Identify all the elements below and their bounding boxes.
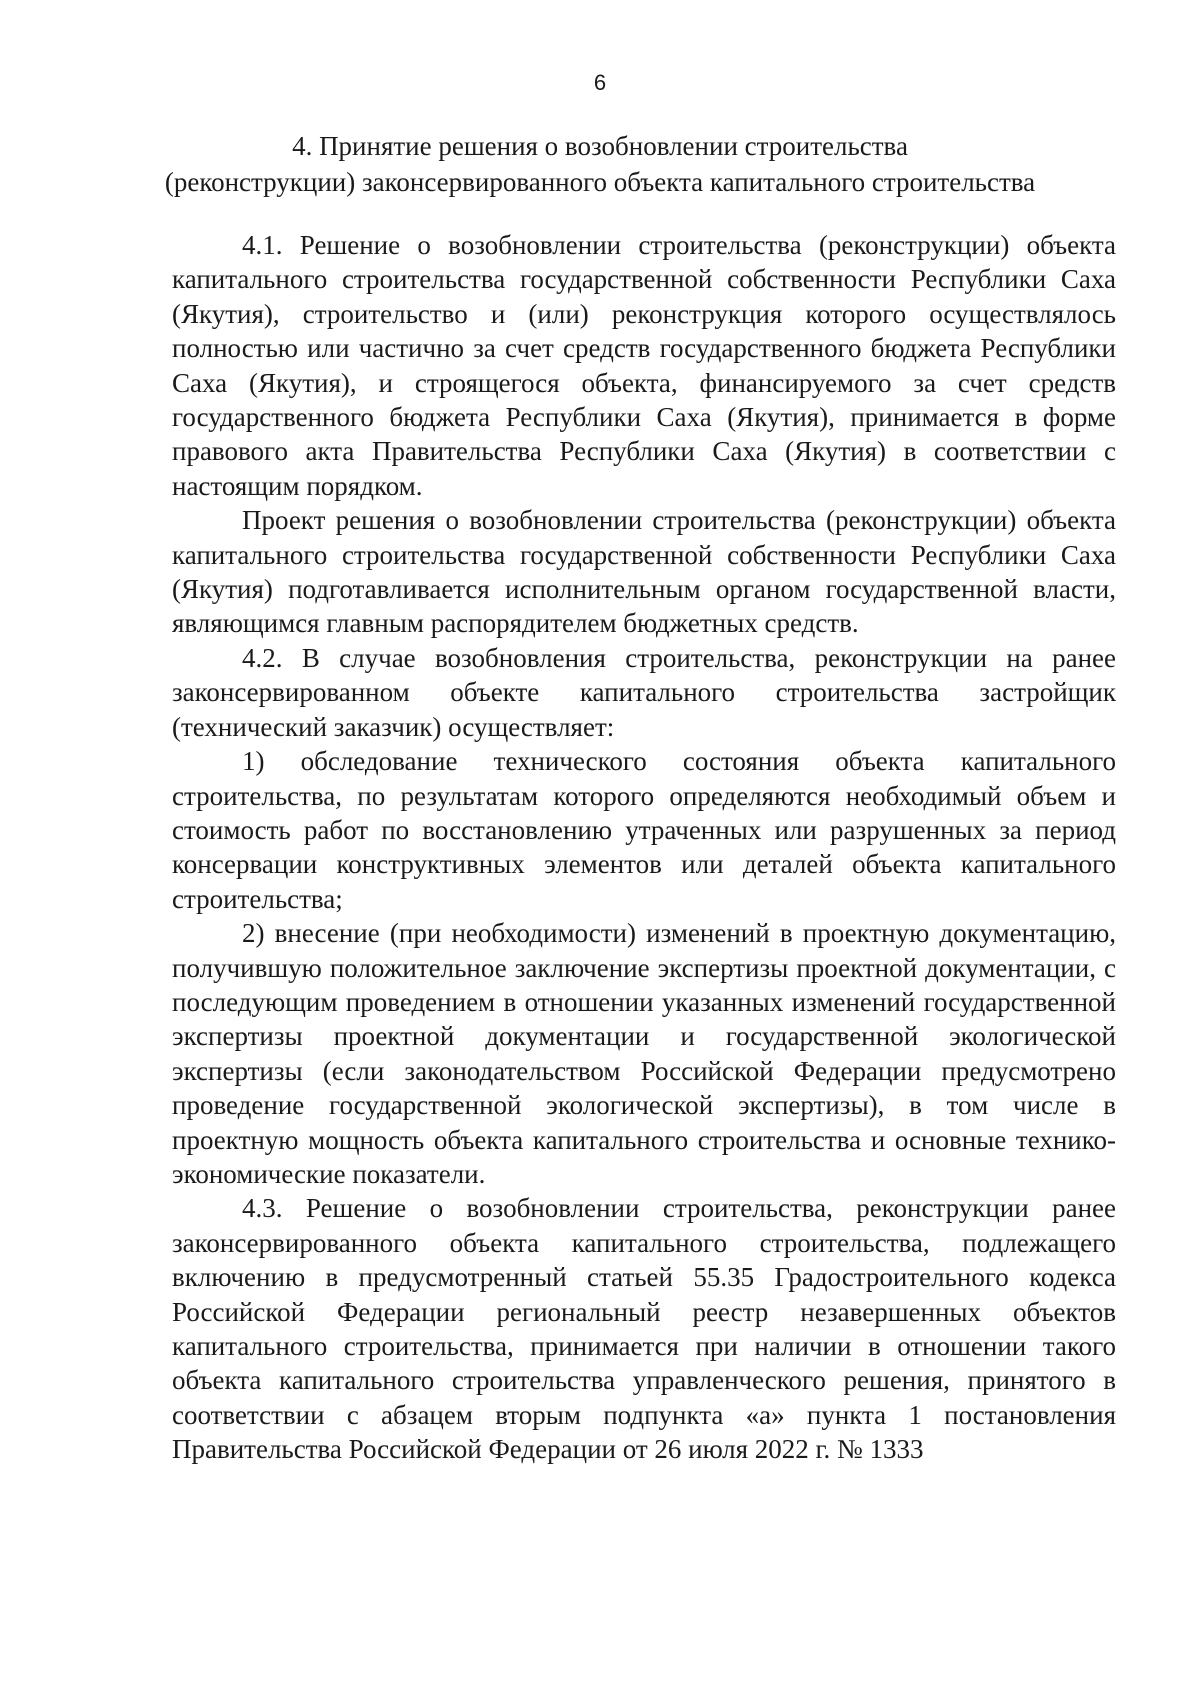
paragraph-4-1: 4.1. Решение о возобновлении строительства (реконструкции) объекта капитального строительства государственной собственности Республики Саха (Якутия), строительство и (или) реконструкция которого осуществлялось полностью или частично за счет средств государственного бюджета Республики Саха (Якутия), и строящегося объекта, финансируемого за счет средств государственного бюджета Республики Саха (Якутия), принимается в форме правового акта Правительства Республики Саха (Якутия) в соответствии с настоящим порядком. [172, 230, 1116, 501]
page-number: 6 [593, 70, 607, 95]
paragraph-4-2: 4.2. В случае возобновления строительства, реконструкции на ранее законсервированном объекте капитального строительства застройщик (технический заказчик) осуществляет: [172, 642, 1116, 742]
list-item-2: 2) внесение (при необходимости) изменений в проектную документацию, получившую положительное заключение экспертизы проектной документации, с последующим проведением в отношении указанных изменений государственной экспертизы проектной документации и государственной экологической экспертизы (если законодательством Российской Федерации предусмотрено проведение государственной экологической экспертизы), в том числе в проектную мощность объекта капитального строительства и основные технико-экономические показатели. [172, 918, 1116, 1189]
list-item-1: 1) обследование технического состояния объекта капитального строительства, по результатам которого определяются необходимый объем и стоимость работ по восстановлению утраченных или разрушенных за период консервации конструктивных элементов или деталей объекта капитального строительства; [172, 746, 1116, 914]
heading-line-2: (реконструкции) законсервированного объекта капитального строительства [164, 167, 1036, 197]
section-heading [160, 128, 1040, 200]
document-body [172, 228, 1116, 1467]
paragraph-4-3: 4.3. Решение о возобновлении строительства, реконструкции ранее законсервированного объекта капитального строительства, подлежащего включению в предусмотренный статьей 55.35 Градостроительного кодекса Российской Федерации региональный реестр незавершенных объектов капитального строительства, принимается при наличии в отношении такого объекта капитального строительства управленческого решения, принятого в соответствии с абзацем вторым подпункта «а» пункта 1 постановления Правительства Российской Федерации от 26 июля 2022 г. № 1333 [172, 1193, 1116, 1465]
heading-line-1: 4. Принятие решения о возобновлении строительства [292, 131, 908, 161]
paragraph-draft-decision: Проект решения о возобновлении строительства (реконструкции) объекта капитального строительства государственной собственности Республики Саха (Якутия) подготавливается исполнительным органом государственной власти, являющимся главным распорядителем бюджетных средств. [172, 505, 1116, 639]
